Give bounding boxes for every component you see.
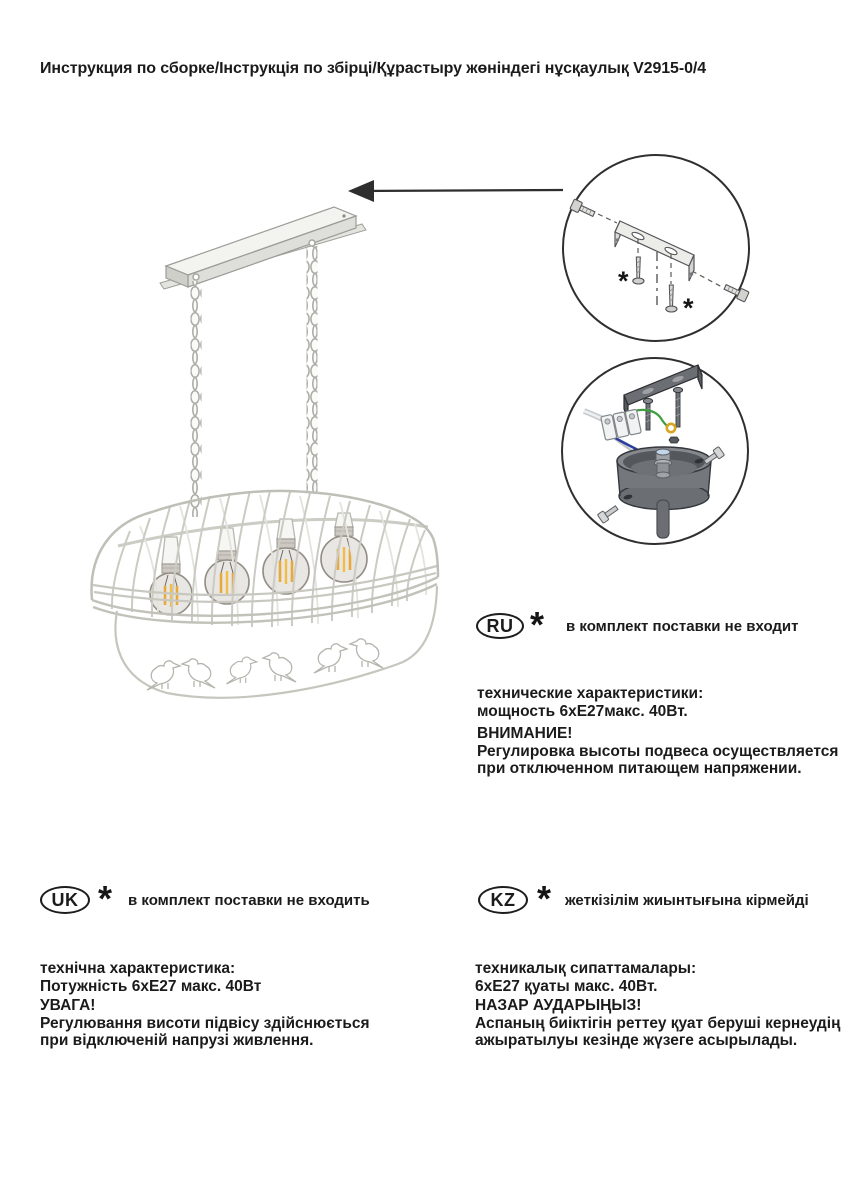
- specs-ru: [477, 685, 838, 778]
- cable-gland: [655, 449, 672, 478]
- detail-bracket-circle: [563, 155, 749, 341]
- spec-line: ажыратылуы кезінде жүзеге асырылады.: [475, 1032, 798, 1049]
- spec-line: технічна характеристика:: [40, 960, 236, 977]
- cage-rim-2: [93, 584, 437, 623]
- specs-kz: [475, 960, 840, 1050]
- bird-4: [263, 653, 296, 682]
- warning-title: ВНИМАНИЕ!: [477, 725, 573, 742]
- note-ru: в комплект поставки не входит: [566, 618, 799, 635]
- note-kz: жеткізілім жиынтығына кірмейді: [565, 892, 809, 909]
- warning-title: НАЗАР АУДАРЫҢЫЗ!: [475, 997, 642, 1014]
- plate-screw-hole: [342, 214, 345, 217]
- lang-badge-ru: RU: [476, 613, 524, 639]
- not-included-mark-2: *: [683, 293, 694, 323]
- spec-line: техникалық сипаттамалары:: [475, 960, 697, 977]
- bulb-1: [150, 537, 192, 615]
- arrowhead: [348, 180, 374, 202]
- spec-line: мощность 6хЕ27макс. 40Вт.: [477, 702, 688, 720]
- ground-ring-terminal: [667, 424, 675, 432]
- not-included-mark-uk: *: [98, 878, 113, 919]
- cage-pendant: [92, 491, 438, 698]
- spec-line: Регулировка высоты подвеса осуществляется: [477, 742, 839, 760]
- suspension-chains: [191, 246, 318, 517]
- lang-badge-uk: UK: [40, 886, 90, 914]
- bulb-2: [205, 528, 249, 604]
- bird-2: [182, 659, 215, 688]
- canopy-stem: [657, 500, 669, 538]
- chain-loop-right: [309, 240, 315, 246]
- chain-left: [191, 281, 202, 517]
- detail-arrow: [348, 180, 563, 202]
- nut: [669, 437, 679, 443]
- bracket-side-hole-left: [616, 238, 619, 241]
- bird-6: [350, 639, 383, 668]
- not-included-mark-kz: *: [537, 878, 552, 919]
- spec-line: Аспаның биіктігін реттеу қуат беруші кернеудің: [475, 1014, 841, 1032]
- spec-line: 6хЕ27 қуаты макс. 40Вт.: [475, 977, 658, 995]
- specs-uk: [40, 960, 370, 1050]
- page-title: Инструкция по сборке/Інструкція по збірці/Құрастыру жөніндегі нұсқаулық V2915-0/4: [40, 60, 707, 77]
- bird-5: [314, 644, 347, 673]
- chain-right: [307, 246, 318, 494]
- lang-badge-kz: KZ: [478, 886, 528, 914]
- spec-line: при відключеній напрузі живлення.: [40, 1032, 314, 1049]
- warning-title: УВАГА!: [40, 997, 96, 1014]
- spec-line: при отключенном питающем напряжении.: [477, 760, 802, 777]
- bracket-side-hole-right: [690, 272, 694, 276]
- decorative-birds: [147, 639, 383, 690]
- spec-line: Потужність 6хЕ27 макс. 40Вт: [40, 977, 262, 995]
- ceiling-plate: [160, 207, 366, 289]
- not-included-mark-ru: *: [530, 604, 545, 645]
- spec-line: Регулювання висоти підвісу здійснюється: [40, 1014, 370, 1032]
- not-included-mark-1: *: [618, 266, 629, 296]
- detail-canopy-circle: [562, 358, 748, 544]
- chain-loop-left: [193, 274, 199, 280]
- bird-1: [147, 661, 180, 690]
- note-uk: в комплект поставки не входить: [128, 892, 370, 909]
- bird-3: [226, 657, 256, 684]
- spec-line: технические характеристики:: [477, 685, 704, 702]
- cage-rim-1: [92, 577, 438, 616]
- cage-dome-outline: [92, 491, 438, 600]
